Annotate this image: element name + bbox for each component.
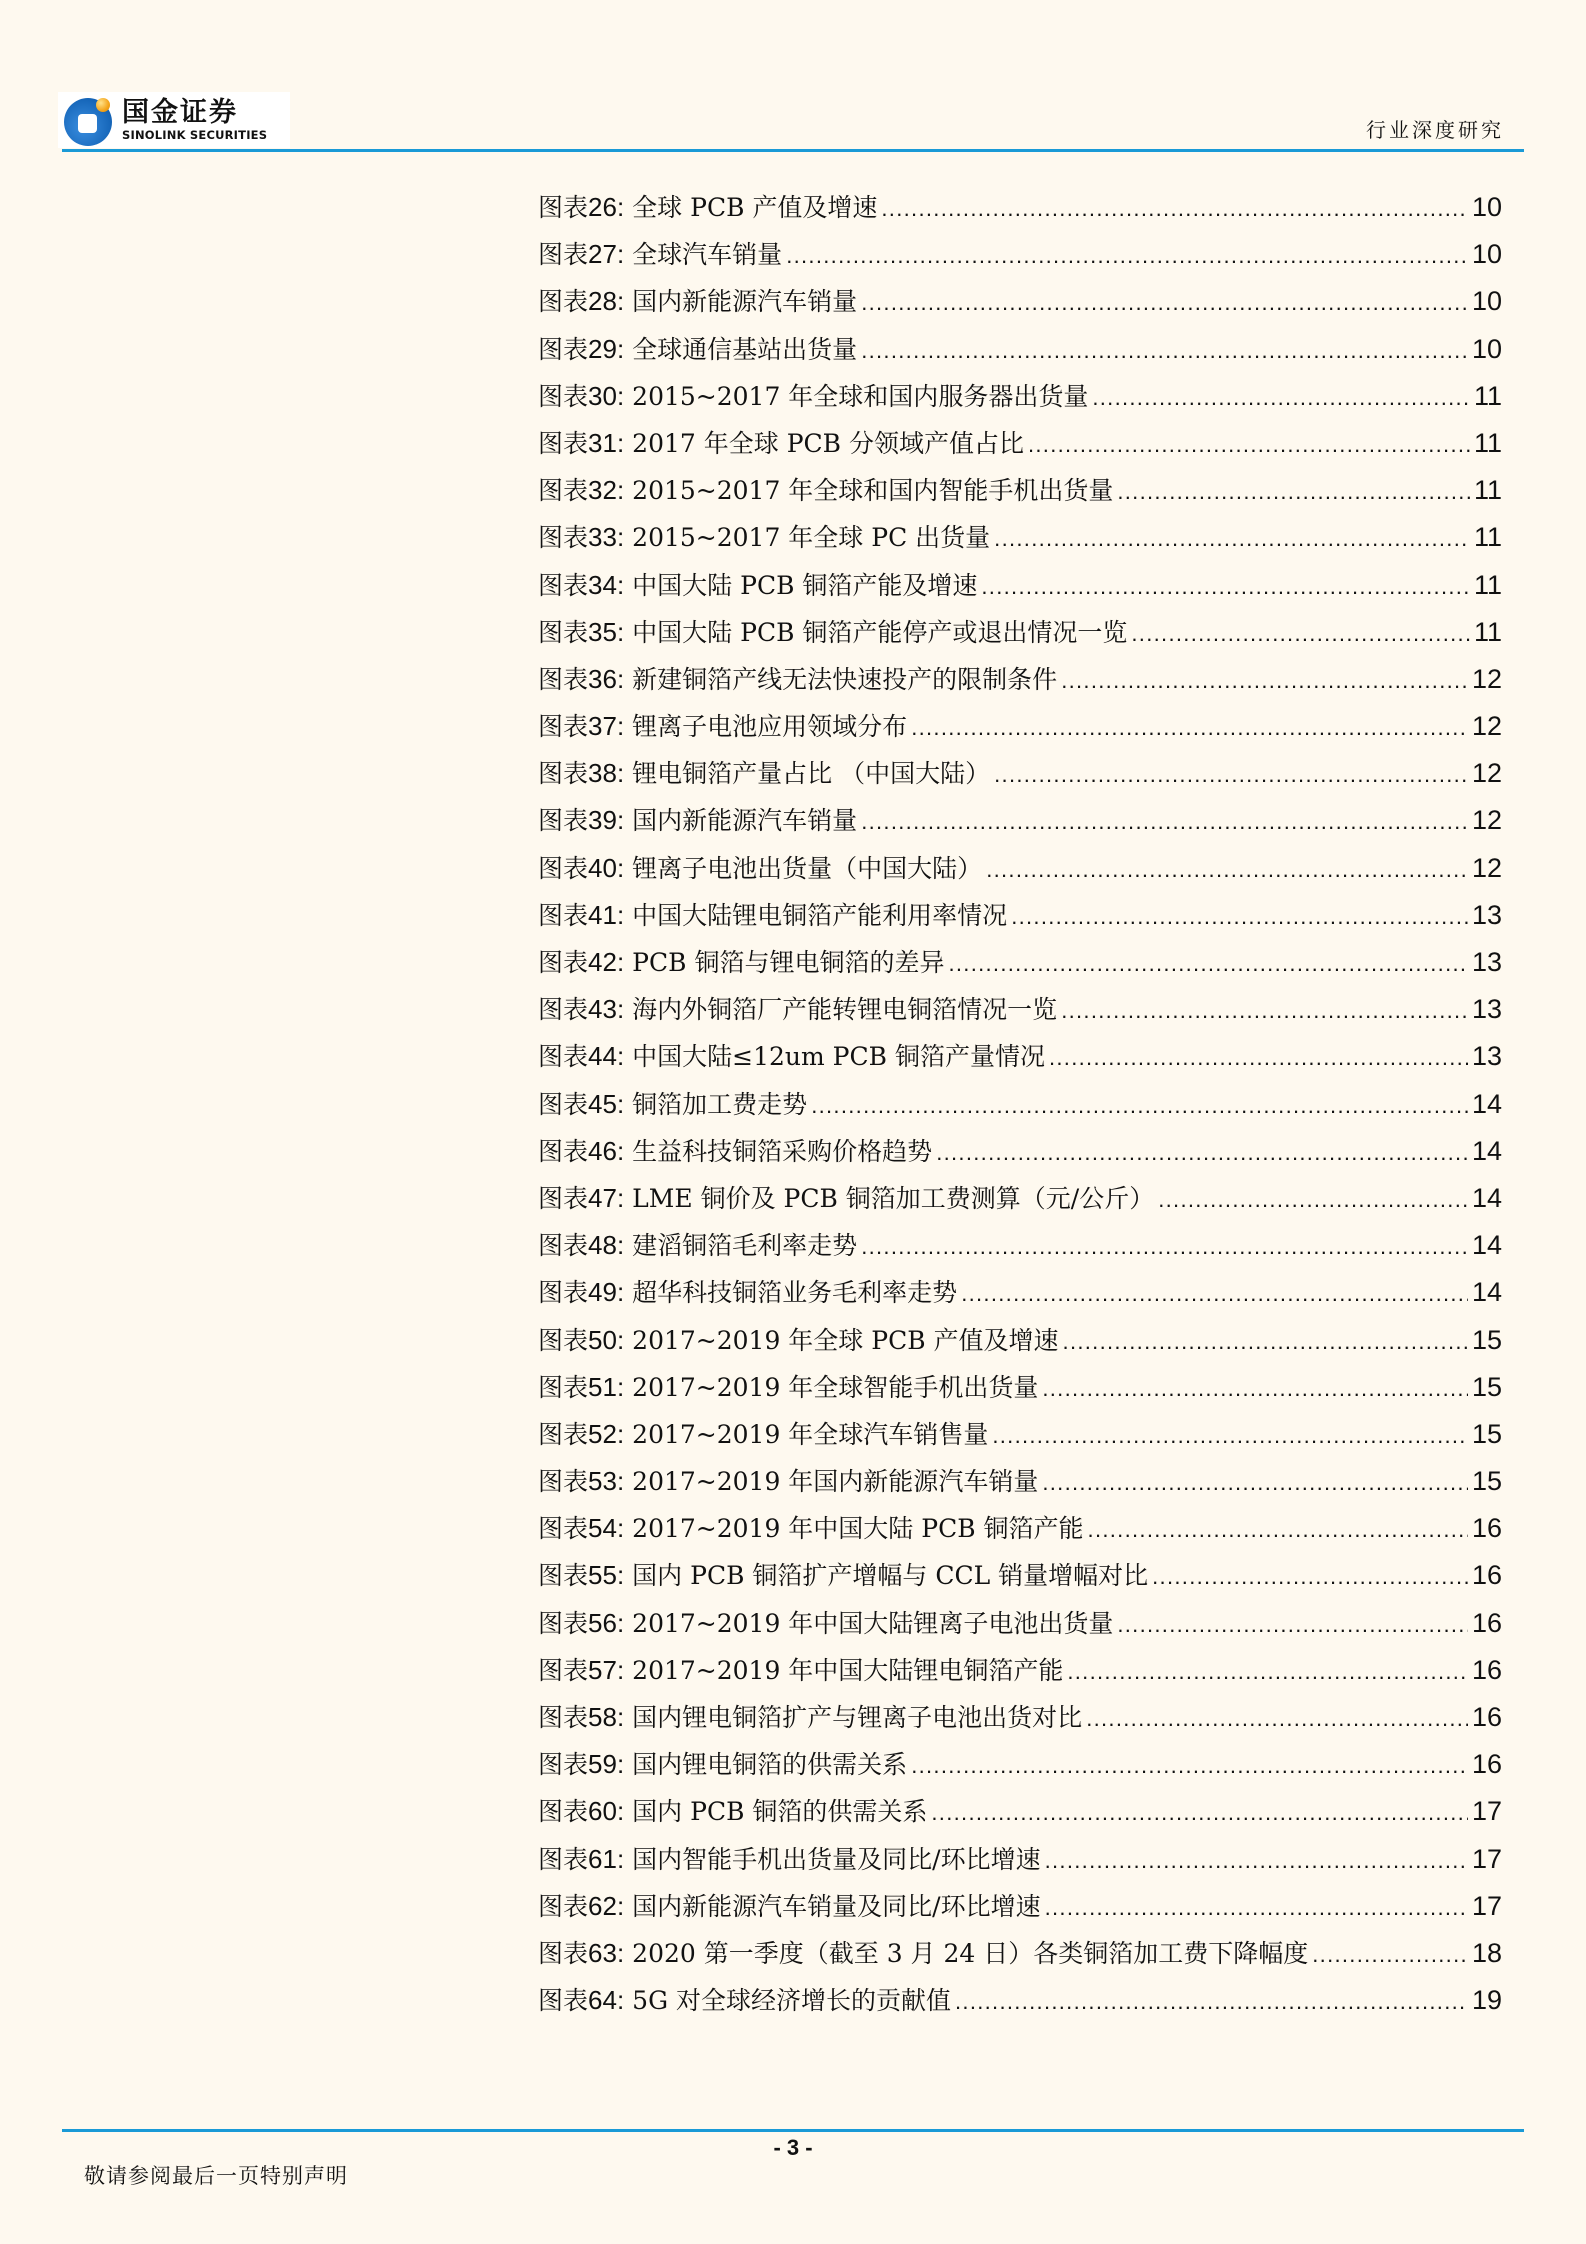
page-number: - 3 - [773, 2135, 813, 2160]
toc-entry[interactable] [538, 1651, 1502, 1698]
toc-entry[interactable] [538, 1273, 1502, 1320]
toc-entry-page: 12 [1471, 663, 1502, 694]
dot-leader [1131, 621, 1470, 647]
toc-entry-label: 图表57: [538, 1654, 625, 1685]
toc-entry-label: 图表61: [538, 1843, 625, 1874]
dot-leader [1312, 1942, 1468, 1968]
toc-entry-title: LME 铜价及 PCB 铜箔加工费测算（元/公斤） [632, 1183, 1155, 1213]
toc-entry-page: 16 [1471, 1607, 1502, 1638]
toc-entry[interactable] [538, 424, 1502, 471]
toc-entry-page: 11 [1473, 569, 1502, 600]
dot-leader [1011, 904, 1468, 930]
toc-entry[interactable] [538, 377, 1502, 424]
toc-entry-page: 16 [1471, 1749, 1502, 1780]
footer-divider [62, 2129, 1524, 2132]
toc-entry-page: 11 [1473, 427, 1502, 458]
toc-entry-title: 铜箔加工费走势 [632, 1089, 808, 1119]
toc-entry[interactable] [538, 1745, 1502, 1792]
dot-leader [1067, 1659, 1468, 1685]
toc-entry-label: 图表40: [538, 852, 625, 883]
dot-leader [1152, 1564, 1468, 1590]
toc-entry-page: 12 [1471, 758, 1502, 789]
toc-entry-page: 13 [1471, 899, 1502, 930]
toc-entry-page: 11 [1473, 380, 1502, 411]
toc-entry[interactable] [538, 1415, 1502, 1462]
toc-entry-title: 2017~2019 年全球汽车销售量 [632, 1419, 989, 1449]
toc-entry-title: 中国大陆锂电铜箔产能利用率情况 [632, 900, 1008, 930]
toc-entry[interactable] [538, 1179, 1502, 1226]
toc-entry-page: 10 [1471, 239, 1502, 270]
toc-entry-title: 锂离子电池应用领域分布 [632, 712, 908, 742]
toc-entry-label: 图表41: [538, 899, 625, 930]
toc-entry-title: 国内锂电铜箔扩产与锂离子电池出货对比 [632, 1703, 1083, 1732]
toc-entry[interactable] [538, 188, 1502, 235]
toc-entry[interactable] [538, 896, 1502, 943]
toc-entry[interactable] [538, 754, 1502, 801]
toc-entry[interactable] [538, 1132, 1502, 1179]
dot-leader [811, 1093, 1468, 1119]
toc-entry-label: 图表31: [538, 427, 625, 458]
toc-entry-page: 13 [1471, 994, 1502, 1025]
logo-chinese-name: 国金证券 [122, 96, 238, 128]
toc-entry-page: 19 [1471, 1985, 1502, 2016]
toc-entry-title: 国内新能源汽车销量 [632, 806, 858, 836]
toc-entry-label: 图表33: [538, 522, 625, 553]
toc-entry-label: 图表43: [538, 994, 625, 1025]
toc-entry-title: 2017~2019 年全球智能手机出货量 [632, 1372, 1039, 1402]
toc-entry-label: 图表58: [538, 1702, 625, 1732]
toc-entry-page: 11 [1473, 522, 1502, 553]
toc-entry-label: 图表37: [538, 711, 625, 742]
toc-entry[interactable] [538, 471, 1502, 518]
toc-entry-page: 16 [1471, 1560, 1502, 1591]
dot-leader [994, 762, 1468, 788]
toc-entry-label: 图表53: [538, 1466, 625, 1497]
toc-entry-page: 16 [1471, 1702, 1502, 1732]
dot-leader [961, 1281, 1468, 1307]
dot-leader [861, 290, 1468, 316]
dot-leader [1061, 998, 1468, 1024]
toc-entry[interactable] [538, 1462, 1502, 1509]
dot-leader [1063, 1329, 1468, 1355]
toc-entry[interactable] [538, 943, 1502, 990]
toc-entry-label: 图表64: [538, 1985, 625, 2016]
toc-entry-title: 2017~2019 年中国大陆锂电铜箔产能 [632, 1655, 1064, 1685]
toc-entry[interactable] [538, 1887, 1502, 1934]
toc-entry-title: 全球汽车销量 [632, 240, 783, 270]
toc-entry-label: 图表56: [538, 1607, 625, 1638]
toc-entry[interactable] [538, 1226, 1502, 1273]
toc-entry-title: 海内外铜箔厂产能转锂电铜箔情况一览 [632, 995, 1058, 1025]
dot-leader [936, 1140, 1468, 1166]
dot-leader [1092, 385, 1470, 411]
toc-entry-label: 图表34: [538, 569, 625, 600]
dot-leader [911, 715, 1468, 741]
toc-entry[interactable] [538, 282, 1502, 329]
dot-leader [1117, 1612, 1468, 1638]
toc-entry-page: 14 [1471, 1230, 1502, 1261]
dot-leader [1158, 1187, 1468, 1213]
toc-entry-title: 全球通信基站出货量 [632, 334, 858, 364]
toc-entry-label: 图表48: [538, 1230, 625, 1261]
toc-entry[interactable] [538, 1698, 1502, 1745]
dot-leader [986, 857, 1468, 883]
toc-entry-title: 2015~2017 年全球和国内服务器出货量 [632, 381, 1089, 411]
toc-entry-label: 图表55: [538, 1560, 625, 1591]
dot-leader [1045, 1895, 1468, 1921]
toc-entry-label: 图表51: [538, 1371, 625, 1402]
toc-entry-page: 18 [1471, 1937, 1502, 1968]
toc-entry[interactable] [538, 990, 1502, 1037]
toc-entry-label: 图表46: [538, 1135, 625, 1166]
dot-leader [1045, 1848, 1468, 1874]
toc-entry-title: 国内 PCB 铜箔扩产增幅与 CCL 销量增幅对比 [632, 1561, 1149, 1591]
toc-entry-title: 超华科技铜箔业务毛利率走势 [632, 1278, 958, 1308]
toc-entry-page: 15 [1471, 1466, 1502, 1497]
toc-entry-title: 国内新能源汽车销量 [632, 287, 858, 317]
toc-entry[interactable] [538, 1368, 1502, 1415]
logo-english-name: SINOLINK SECURITIES [122, 127, 268, 142]
toc-entry-title: 2017~2019 年国内新能源汽车销量 [632, 1467, 1039, 1497]
toc-entry-page: 12 [1471, 711, 1502, 742]
toc-entry-title: 2020 第一季度（截至 3 月 24 日）各类铜箔加工费下降幅度 [632, 1938, 1309, 1968]
toc-entry-label: 图表29: [538, 333, 625, 364]
dot-leader [861, 809, 1468, 835]
toc-entry[interactable] [538, 1037, 1502, 1084]
toc-entry-label: 图表59: [538, 1749, 625, 1780]
toc-entry-title: 国内 PCB 铜箔的供需关系 [632, 1797, 928, 1827]
toc-entry-title: 中国大陆 PCB 铜箔产能及增速 [632, 570, 978, 600]
toc-entry-title: 锂电铜箔产量占比 （中国大陆） [632, 759, 991, 789]
toc-entry-page: 13 [1471, 1041, 1502, 1072]
dot-leader [911, 1753, 1468, 1779]
toc-entry[interactable] [538, 660, 1502, 707]
toc-entry[interactable] [538, 1509, 1502, 1556]
dot-leader [992, 1423, 1468, 1449]
toc-entry-label: 图表42: [538, 947, 625, 977]
dot-leader [948, 951, 1468, 977]
toc-entry-title: 中国大陆 PCB 铜箔产能停产或退出情况一览 [632, 617, 1128, 647]
toc-entry-label: 图表52: [538, 1418, 625, 1449]
toc-entry-page: 16 [1471, 1654, 1502, 1685]
toc-entry-page: 16 [1471, 1513, 1502, 1544]
toc-entry-title: 国内锂电铜箔的供需关系 [632, 1750, 908, 1780]
toc-entry-label: 图表63: [538, 1937, 625, 1968]
toc-entry-title: 5G 对全球经济增长的贡献值 [632, 1986, 951, 2016]
toc-entry-label: 图表32: [538, 475, 625, 506]
dot-leader [994, 526, 1470, 552]
report-type-label: 行业深度研究 [1366, 118, 1504, 142]
toc-entry[interactable] [538, 1604, 1502, 1651]
dot-leader [931, 1800, 1468, 1826]
sinolink-logo-icon [60, 92, 116, 148]
dot-leader [981, 574, 1470, 600]
toc-entry-label: 图表27: [538, 239, 625, 270]
toc-entry[interactable] [538, 330, 1502, 377]
dot-leader [1042, 1470, 1468, 1496]
toc-entry[interactable] [538, 1840, 1502, 1887]
header-divider [62, 149, 1524, 152]
dot-leader [861, 1234, 1468, 1260]
toc-entry-label: 图表30: [538, 380, 625, 411]
toc-entry-title: 全球 PCB 产值及增速 [632, 193, 878, 222]
dot-leader [955, 1989, 1468, 2015]
toc-entry[interactable] [538, 849, 1502, 896]
toc-entry-title: 2017~2019 年中国大陆 PCB 铜箔产能 [632, 1514, 1084, 1544]
toc-entry-page: 10 [1471, 333, 1502, 364]
toc-entry-page: 12 [1471, 805, 1502, 836]
toc-entry-label: 图表49: [538, 1277, 625, 1308]
toc-entry[interactable] [538, 235, 1502, 282]
toc-entry-page: 15 [1471, 1418, 1502, 1449]
toc-entry[interactable] [538, 613, 1502, 660]
toc-entry[interactable] [538, 566, 1502, 613]
toc-entry-title: 2017~2019 年中国大陆锂离子电池出货量 [632, 1608, 1114, 1638]
dot-leader [786, 243, 1468, 269]
toc-entry-page: 13 [1471, 947, 1502, 977]
toc-entry-page: 17 [1471, 1843, 1502, 1874]
dot-leader [881, 196, 1468, 222]
dot-leader [1088, 1517, 1468, 1543]
toc-entry-label: 图表62: [538, 1890, 625, 1921]
toc-entry[interactable] [538, 1321, 1502, 1368]
toc-entry-title: 中国大陆≤12um PCB 铜箔产量情况 [632, 1042, 1045, 1072]
toc-entry-page: 14 [1471, 1088, 1502, 1119]
dot-leader [1061, 668, 1468, 694]
toc-entry[interactable] [538, 1556, 1502, 1603]
toc-entry-label: 图表47: [538, 1182, 625, 1213]
toc-entry-label: 图表45: [538, 1088, 625, 1119]
toc-entry[interactable] [538, 1792, 1502, 1839]
toc-entry-page: 14 [1471, 1182, 1502, 1213]
toc-entry-label: 图表39: [538, 805, 625, 836]
toc-entry-title: PCB 铜箔与锂电铜箔的差异 [632, 948, 945, 977]
toc-entry-title: 2017~2019 年全球 PCB 产值及增速 [632, 1325, 1059, 1355]
toc-entry-title: 建滔铜箔毛利率走势 [632, 1231, 858, 1261]
toc-entry-page: 15 [1471, 1371, 1502, 1402]
toc-entry-label: 图表26: [538, 192, 625, 222]
toc-entry-page: 11 [1473, 616, 1502, 647]
toc-entry[interactable] [538, 1085, 1502, 1132]
toc-entry-page: 15 [1471, 1324, 1502, 1355]
toc-entry-title: 锂离子电池出货量（中国大陆） [632, 853, 983, 883]
company-logo [58, 92, 290, 148]
toc-entry-label: 图表54: [538, 1513, 625, 1544]
toc-entry[interactable] [538, 518, 1502, 565]
toc-entry-title: 生益科技铜箔采购价格趋势 [632, 1136, 933, 1166]
dot-leader [1028, 432, 1470, 458]
dot-leader [1042, 1376, 1468, 1402]
toc-entry-page: 10 [1471, 192, 1502, 222]
toc-entry-page: 17 [1471, 1796, 1502, 1827]
figure-list [538, 188, 1502, 2028]
dot-leader [1049, 1045, 1468, 1071]
toc-entry-page: 12 [1471, 852, 1502, 883]
dot-leader [1086, 1706, 1468, 1732]
toc-entry-page: 17 [1471, 1890, 1502, 1921]
toc-entry-label: 图表60: [538, 1796, 625, 1827]
toc-entry-label: 图表36: [538, 663, 625, 694]
toc-entry-label: 图表35: [538, 616, 625, 647]
toc-entry-title: 国内智能手机出货量及同比/环比增速 [632, 1844, 1041, 1874]
toc-entry-label: 图表38: [538, 758, 625, 789]
toc-entry-title: 2015~2017 年全球和国内智能手机出货量 [632, 476, 1114, 506]
toc-entry-page: 14 [1471, 1135, 1502, 1166]
toc-entry-page: 10 [1471, 286, 1502, 317]
toc-entry-page: 14 [1471, 1277, 1502, 1308]
disclaimer-note: 敬请参阅最后一页特别声明 [84, 2164, 348, 2188]
dot-leader [1117, 479, 1470, 505]
toc-entry-title: 2017 年全球 PCB 分领域产值占比 [632, 428, 1024, 458]
toc-entry-label: 图表44: [538, 1041, 625, 1072]
toc-entry-title: 新建铜箔产线无法快速投产的限制条件 [632, 664, 1058, 694]
dot-leader [861, 338, 1468, 364]
toc-entry-title: 2015~2017 年全球 PC 出货量 [632, 523, 991, 553]
toc-entry[interactable] [538, 1934, 1502, 1981]
toc-entry[interactable] [538, 1981, 1502, 2028]
toc-entry-title: 国内新能源汽车销量及同比/环比增速 [632, 1891, 1041, 1921]
toc-entry-label: 图表50: [538, 1324, 625, 1355]
toc-entry[interactable] [538, 801, 1502, 848]
toc-entry[interactable] [538, 707, 1502, 754]
toc-entry-page: 11 [1473, 475, 1502, 506]
toc-entry-label: 图表28: [538, 286, 625, 317]
